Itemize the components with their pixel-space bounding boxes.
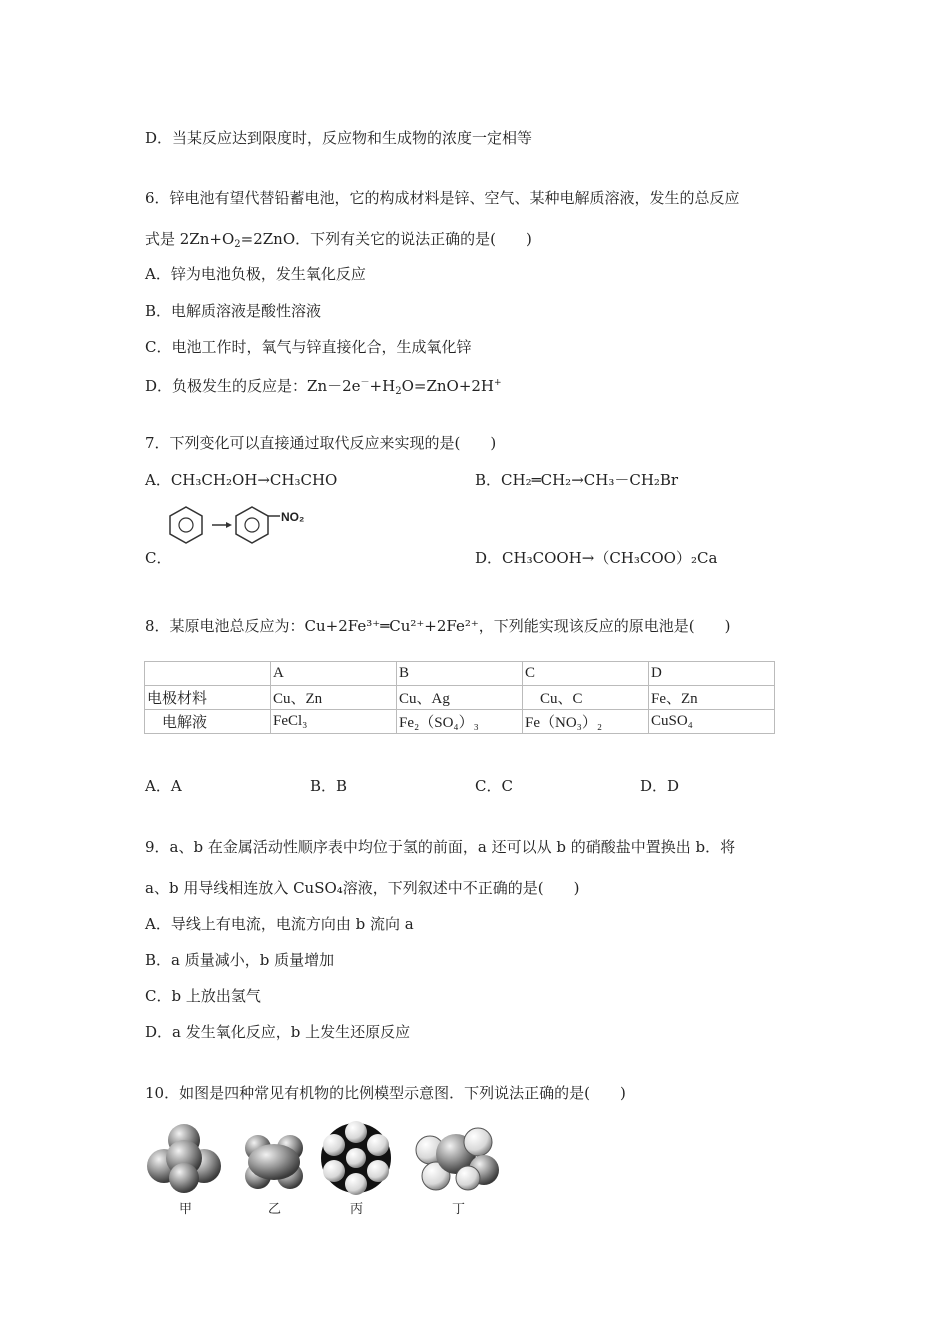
q8-answer-b: B．B	[310, 777, 348, 795]
table-cell	[145, 662, 271, 686]
q6-stem-line2	[145, 229, 532, 255]
q8-answer-d: D．D	[640, 777, 680, 795]
q6-stem-line1: 6．锌电池有望代替铅蓄电池，它的构成材料是锌、空气、某种电解质溶液，发生的总反应	[145, 189, 740, 207]
table-cell: FeCl₃	[271, 710, 397, 734]
q9-stem-line2: a、b 用导线相连放入 CuSO₄溶液，下列叙述中不正确的是( )	[145, 879, 580, 897]
table-row	[145, 710, 775, 734]
q7-stem: 7．下列变化可以直接通过取代反应来实现的是( )	[145, 434, 497, 452]
ethylene-model	[245, 1135, 303, 1189]
label-ding: 丁	[452, 1202, 466, 1217]
label-jia: 甲	[179, 1202, 193, 1217]
q5-option-d: D．当某反应达到限度时，反应物和生成物的浓度一定相等	[145, 129, 533, 147]
q6-optd-sup2: +	[494, 378, 502, 388]
q9-option-d: D．a 发生氧化反应，b 上发生还原反应	[145, 1023, 411, 1041]
table-header-row	[145, 662, 775, 686]
label-yi: 乙	[268, 1202, 282, 1217]
table-cell: D	[649, 662, 775, 686]
q6-option-a: A．锌为电池负极，发生氧化反应	[145, 265, 366, 283]
label-bing: 丙	[350, 1202, 364, 1217]
benzene-model	[321, 1121, 391, 1195]
table-cell: Cu、Zn	[271, 686, 397, 710]
q7-option-b: B．CH₂═CH₂→CH₃－CH₂Br	[475, 471, 679, 489]
table-row	[145, 686, 775, 710]
table-cell: Fe₂（SO₄）₃	[397, 710, 523, 734]
q6-stem-pre: 式是 2Zn+O	[145, 230, 235, 248]
q6-stem-mid: =2ZnO．下列有关它的说法正确的是( )	[240, 230, 532, 248]
q6-optd-mid: +H	[369, 377, 396, 395]
q6-optd-pre: D．负极发生的反应是：Zn－2e	[145, 377, 361, 395]
q6-optd-sub: 2	[395, 386, 402, 397]
q7-option-d: D．CH₃COOH→（CH₃COO）₂Ca	[475, 549, 718, 567]
table-cell: B	[397, 662, 523, 686]
q6-option-b: B．电解质溶液是酸性溶液	[145, 302, 322, 320]
q6-optd-sup1: －	[360, 378, 370, 388]
q6-option-c: C．电池工作时，氧气与锌直接化合，生成氧化锌	[145, 338, 472, 356]
table-cell: Fe、Zn	[649, 686, 775, 710]
q7-option-a: A．CH₃CH₂OH→CH₃CHO	[145, 471, 338, 489]
table-cell: CuSO₄	[649, 710, 775, 734]
nitro-group-label: NO₂	[281, 510, 305, 524]
q9-option-a: A．导线上有电流，电流方向由 b 流向 a	[145, 915, 414, 933]
table-cell: A	[271, 662, 397, 686]
table-cell: C	[523, 662, 649, 686]
q6-stem-sub: 2	[234, 239, 241, 250]
space-filling-models-figure	[140, 1118, 500, 1198]
methane-model	[147, 1124, 221, 1193]
table-cell: Cu、Ag	[397, 686, 523, 710]
q8-options-table	[144, 661, 775, 734]
table-cell: Fe（NO₃）₂	[523, 710, 649, 734]
q8-answer-a: A．A	[145, 777, 182, 795]
q9-option-c: C．b 上放出氢气	[145, 987, 261, 1005]
q9-option-b: B．a 质量减小，b 质量增加	[145, 951, 335, 969]
q10-stem: 10．如图是四种常见有机物的比例模型示意图．下列说法正确的是( )	[145, 1084, 626, 1102]
q6-option-d	[145, 373, 502, 402]
benzene-nitration-diagram	[166, 502, 316, 552]
table-cell: 电解液	[145, 710, 271, 734]
q8-answer-c: C．C	[475, 777, 513, 795]
q6-optd-mid2: O=ZnO+2H	[401, 377, 495, 395]
table-cell: Cu、C	[523, 686, 649, 710]
q9-stem-line1: 9．a、b 在金属活动性顺序表中均位于氢的前面，a 还可以从 b 的硝酸盐中置换出 b．将	[145, 838, 736, 856]
q7-option-c-label: C．	[145, 549, 172, 567]
table-cell: 电极材料	[145, 686, 271, 710]
q8-stem: 8．某原电池总反应为：Cu+2Fe³⁺═Cu²⁺+2Fe²⁺，下列能实现该反应的原电池是( )	[145, 617, 731, 635]
ethanol-model	[416, 1128, 499, 1190]
